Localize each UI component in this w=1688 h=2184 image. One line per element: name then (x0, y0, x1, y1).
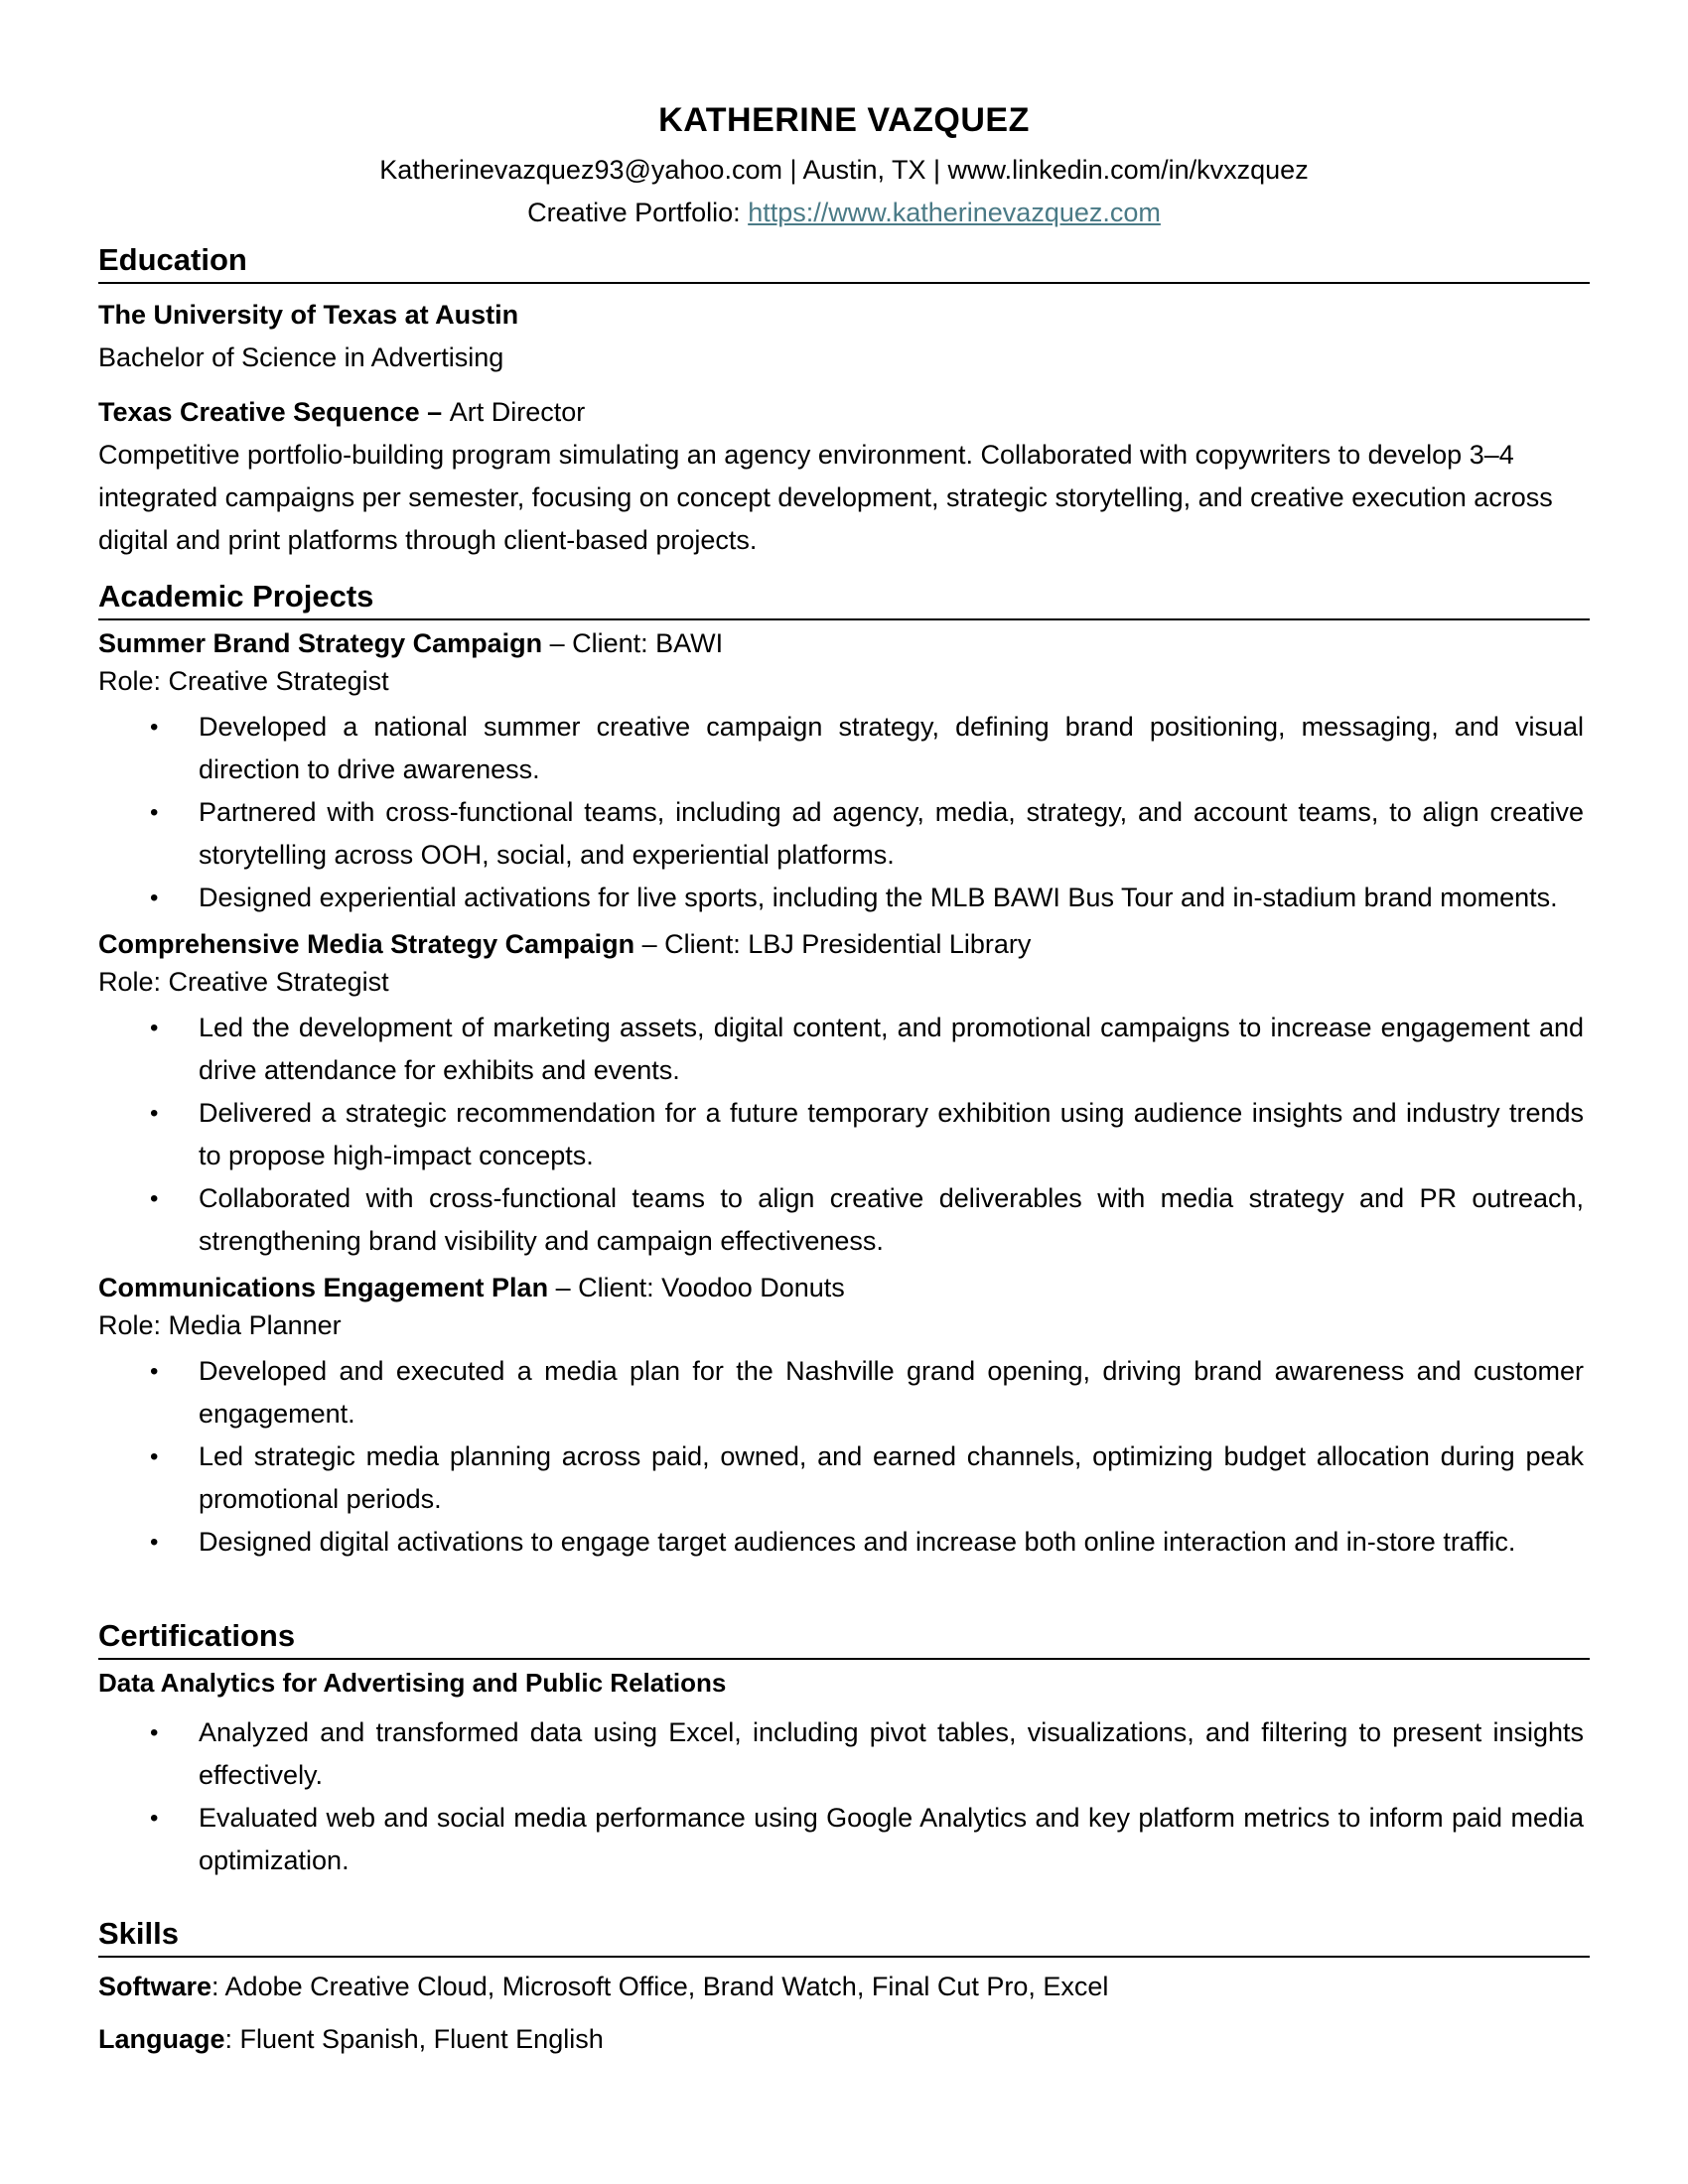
project-item (98, 1269, 1590, 1564)
education-section (98, 242, 1590, 562)
list-item: • Led strategic media planning across paid, owned, and earned channels, optimizing budget allocation during peak promotional periods. (98, 1435, 1590, 1521)
project-bullets (98, 1350, 1590, 1564)
project-client: – Client: Voodoo Donuts (548, 1273, 845, 1302)
section-title-skills: Skills (98, 1916, 1590, 1958)
project-heading (98, 925, 1590, 963)
skill-language-value: : Fluent Spanish, Fluent English (224, 2024, 604, 2054)
skill-software-label: Software (98, 1972, 212, 2001)
portfolio-link[interactable]: https://www.katherinevazquez.com (748, 198, 1161, 227)
list-item: • Designed experiential activations for live sports, including the MLB BAWI Bus Tour and in-stadium brand moments. (98, 877, 1590, 919)
bullet-icon: • (150, 1358, 159, 1385)
list-item: • Partnered with cross-functional teams, including ad agency, media, strategy, and account teams, to align creative storytelling across OOH, social, and experiential platforms. (98, 791, 1590, 877)
project-role: Role: Media Planner (98, 1310, 342, 1340)
project-item (98, 925, 1590, 1263)
program-line (98, 391, 1590, 434)
project-heading (98, 624, 1590, 662)
portfolio-line (0, 198, 1688, 228)
program-separator: – (419, 397, 450, 427)
project-role: Role: Creative Strategist (98, 967, 389, 997)
certifications-section (98, 1618, 1590, 1882)
list-item: • Collaborated with cross-functional teams to align creative deliverables with media strategy and PR outreach, strengthening brand visibility and campaign effectiveness. (98, 1177, 1590, 1263)
contact-line: Katherinevazquez93@yahoo.com | Austin, TX | www.linkedin.com/in/kvxzquez (379, 155, 1309, 185)
section-title-education: Education (98, 242, 1590, 284)
section-title-projects: Academic Projects (98, 579, 1590, 620)
portfolio-label: Creative Portfolio: (527, 198, 749, 227)
bullet-icon: • (150, 885, 159, 911)
skill-language (98, 2018, 1590, 2061)
school-name: The University of Texas at Austin (98, 300, 519, 330)
candidate-name: KATHERINE VAZQUEZ (658, 101, 1030, 139)
project-heading (98, 1269, 1590, 1306)
project-item (98, 624, 1590, 919)
program-role: Art Director (449, 397, 586, 427)
skill-software (98, 1966, 1590, 2008)
project-name: Summer Brand Strategy Campaign (98, 628, 543, 658)
project-bullets (98, 1007, 1590, 1263)
degree: Bachelor of Science in Advertising (98, 342, 504, 372)
certification-bullets (98, 1711, 1590, 1882)
bullet-icon: • (150, 1443, 159, 1470)
program-description: Competitive portfolio-building program simulating an agency environment. Collaborated with copywriters to develop 3–4 integrated campaigns per semester, focusing on concept development, strategic storytelling, and creative execution across digital and print platforms through client-based projects. (98, 440, 1553, 555)
projects-section (98, 579, 1590, 1564)
certification-name: Data Analytics for Advertising and Public Relations (98, 1668, 727, 1698)
project-name: Comprehensive Media Strategy Campaign (98, 929, 635, 959)
bullet-icon: • (150, 799, 159, 826)
skills-section (98, 1916, 1590, 2061)
bullet-icon: • (150, 1719, 159, 1746)
list-item: • Designed digital activations to engage target audiences and increase both online interaction and in-store traffic. (98, 1521, 1590, 1564)
bullet-icon: • (150, 1185, 159, 1212)
project-role: Role: Creative Strategist (98, 666, 389, 696)
bullet-icon: • (150, 1529, 159, 1556)
project-bullets (98, 706, 1590, 919)
list-item: • Analyzed and transformed data using Excel, including pivot tables, visualizations, and filtering to present insights effectively. (98, 1711, 1590, 1797)
list-item: • Evaluated web and social media performance using Google Analytics and key platform metrics to inform paid media optimization. (98, 1797, 1590, 1882)
bullet-icon: • (150, 1805, 159, 1832)
project-client: – Client: LBJ Presidential Library (634, 929, 1032, 959)
project-name: Communications Engagement Plan (98, 1273, 549, 1302)
list-item: • Delivered a strategic recommendation for a future temporary exhibition using audience insights and industry trends to propose high-impact concepts. (98, 1092, 1590, 1177)
list-item: • Led the development of marketing assets, digital content, and promotional campaigns to increase engagement and drive attendance for exhibits and events. (98, 1007, 1590, 1092)
section-title-certifications: Certifications (98, 1618, 1590, 1660)
list-item: • Developed a national summer creative campaign strategy, defining brand positioning, messaging, and visual direction to drive awareness. (98, 706, 1590, 791)
project-client: – Client: BAWI (542, 628, 724, 658)
bullet-icon: • (150, 1015, 159, 1041)
program-name: Texas Creative Sequence (98, 397, 420, 427)
bullet-icon: • (150, 714, 159, 741)
list-item: • Developed and executed a media plan for the Nashville grand opening, driving brand awareness and customer engagement. (98, 1350, 1590, 1435)
skill-software-value: : Adobe Creative Cloud, Microsoft Office, Brand Watch, Final Cut Pro, Excel (211, 1972, 1109, 2001)
bullet-icon: • (150, 1100, 159, 1127)
skill-language-label: Language (98, 2024, 225, 2054)
